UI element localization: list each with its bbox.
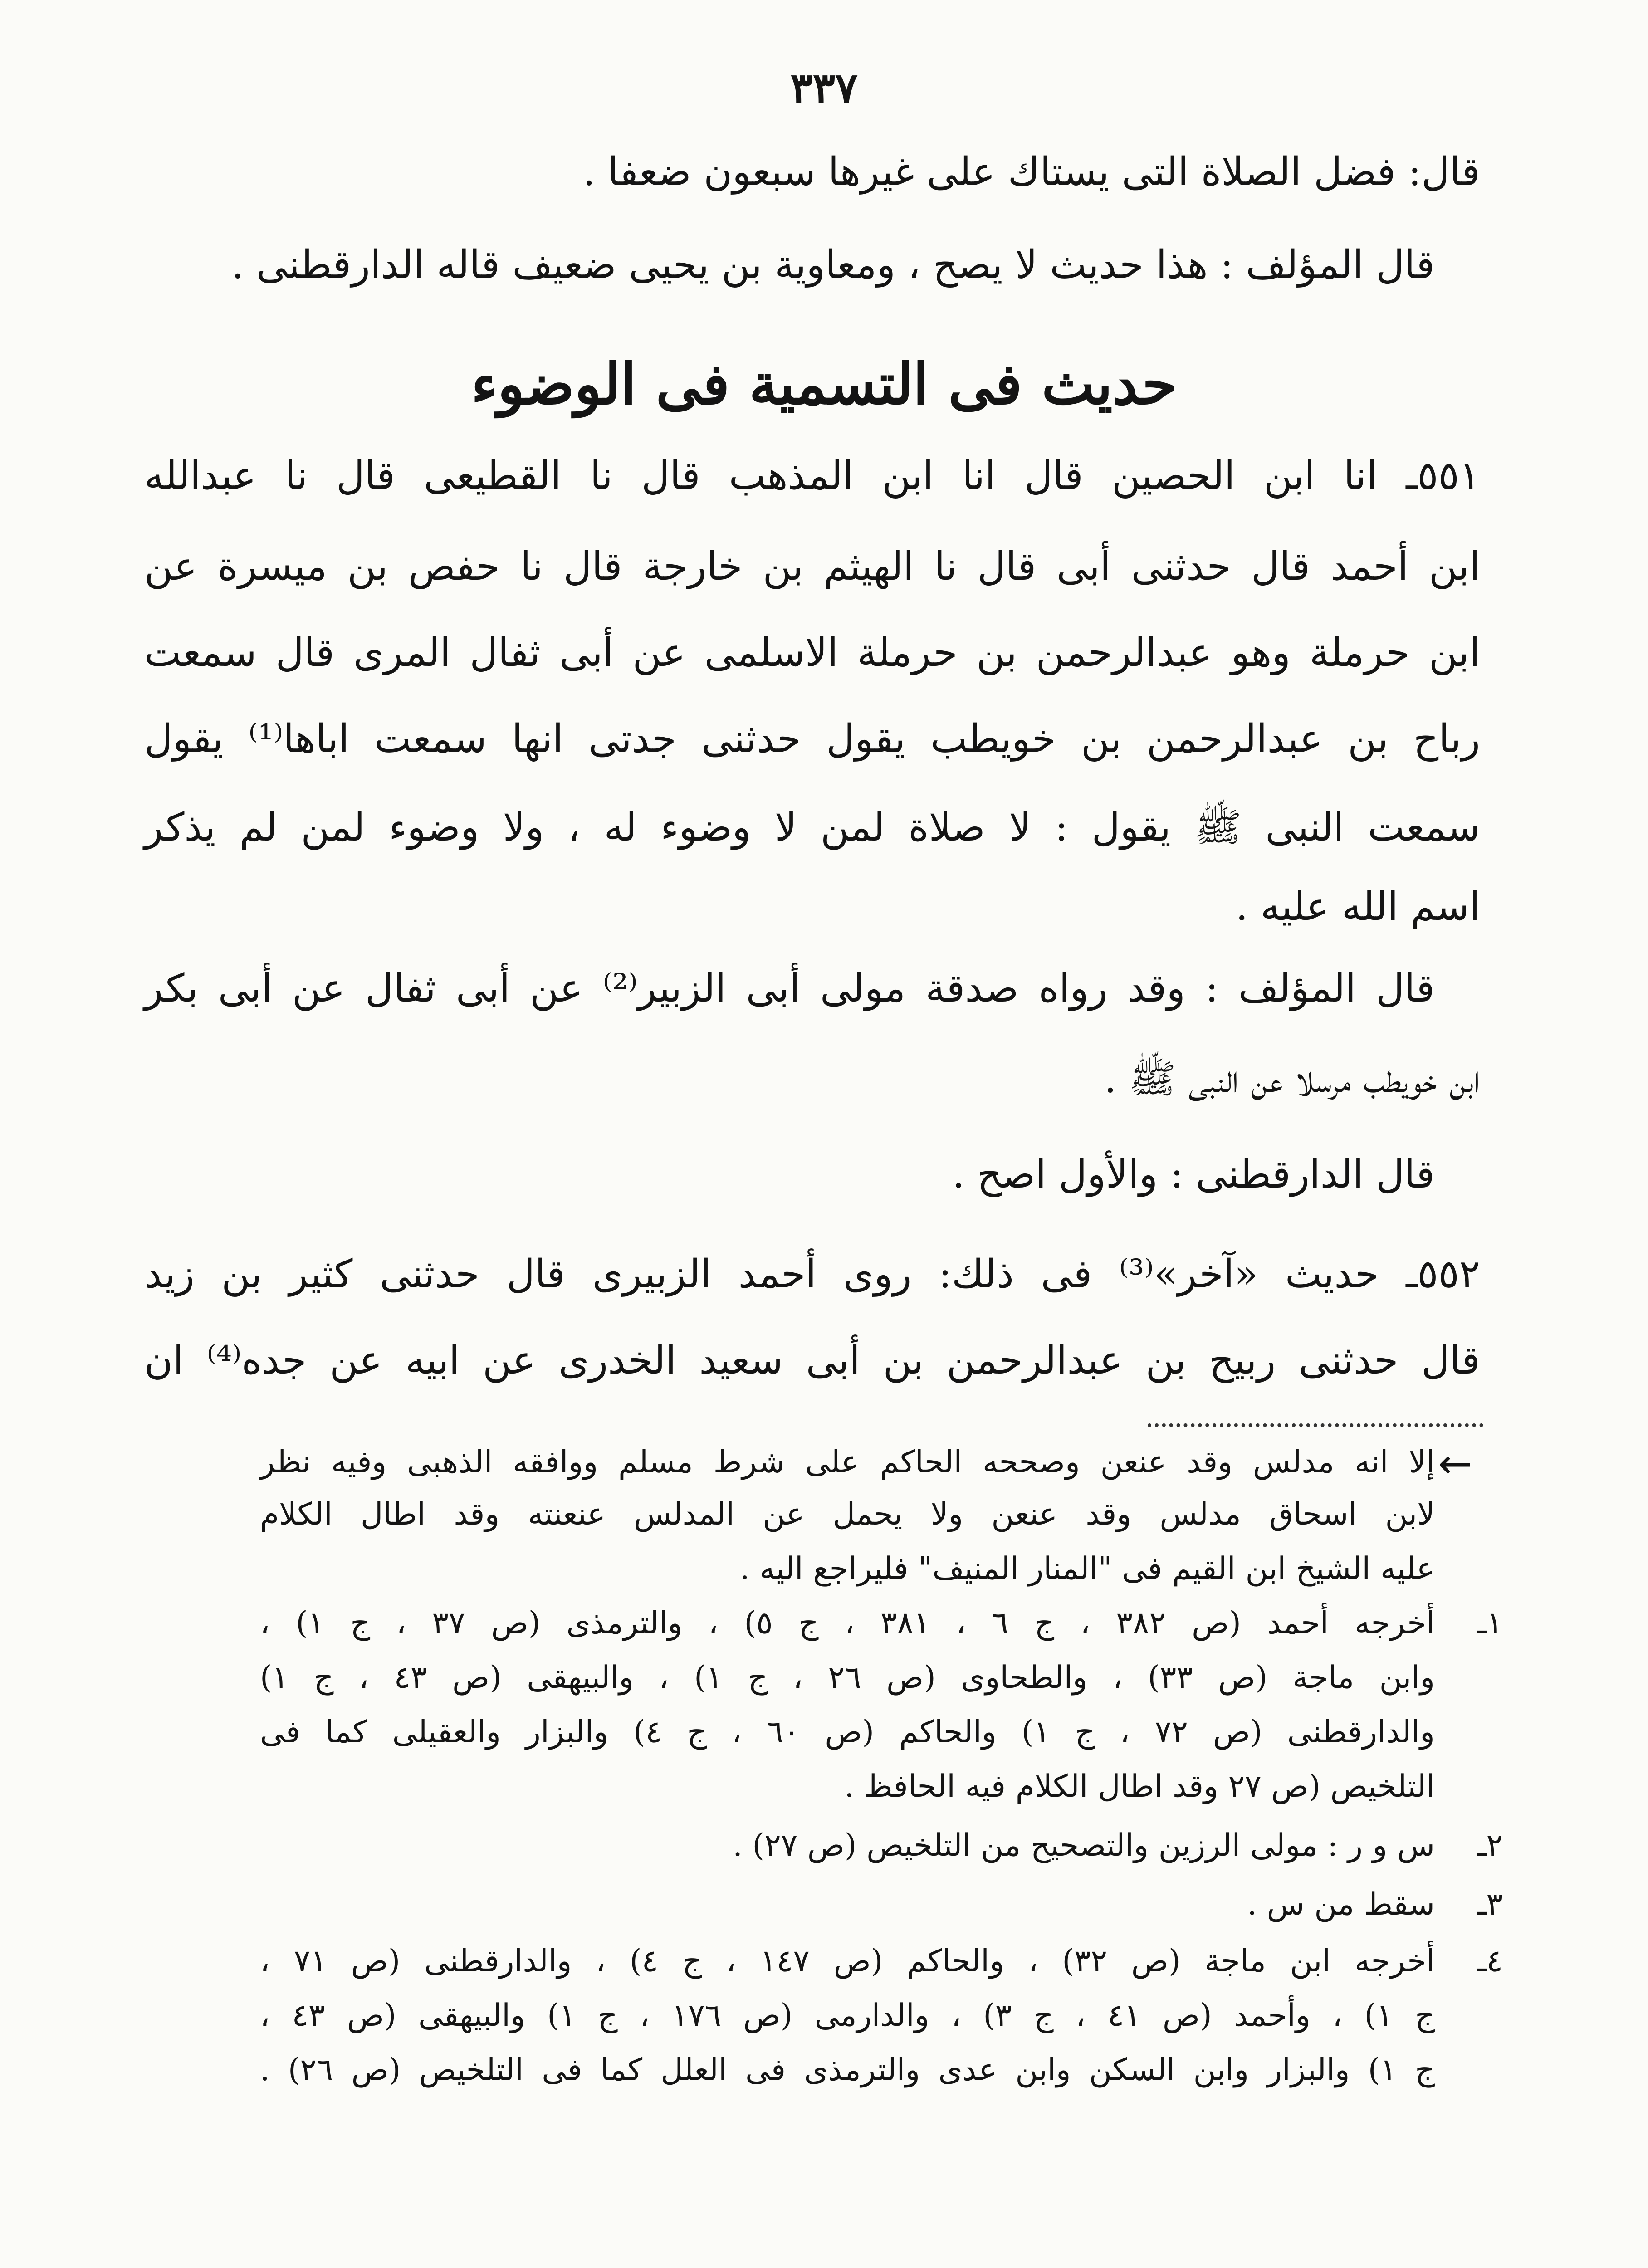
- footnote-line: التلخيص (ص ٢٧ وقد اطال الكلام فيه الحافظ .: [844, 1769, 1435, 1804]
- text-line: قال: فضل الصلاة التى يستاك على غيرها سبعون ضعفا .: [582, 149, 1480, 195]
- text-line: ابن حرملة وهو عبدالرحمن بن حرملة الاسلمى عن أبى ثفال المرى قال سمعت: [144, 630, 1480, 675]
- footnote-line: ج ١) ، وأحمد (ص ٤١ ، ج ٣) ، والدارمى (ص ١٧٦ ، ج ١) والبيهقى (ص ٤٣ ،: [260, 1998, 1435, 2033]
- footnote-number: ١ـ: [1477, 1605, 1503, 1641]
- text-line: قال الدارقطنى : والأول اصح .: [952, 1152, 1435, 1197]
- text-line: سمعت النبى ﷺ يقول : لا صلاة لمن لا وضوء له ، ولا وضوء لمن لم يذكر: [144, 805, 1480, 850]
- footnote-line: وابن ماجة (ص ٣٣) ، والطحاوى (ص ٢٦ ، ج ١) ، والبيهقى (ص ٤٣ ، ج ١): [260, 1660, 1435, 1696]
- text-line: قال المؤلف : وقد رواه صدقة مولى أبى الزبير⁽²⁾ عن أبى ثفال عن أبى بكر: [144, 966, 1435, 1011]
- text-line: قال المؤلف : هذا حديث لا يصح ، ومعاوية بن يحيى ضعيف قاله الدارقطنى .: [231, 242, 1435, 288]
- footnote-separator: [1148, 1423, 1483, 1427]
- footnote-line: ج ١) والبزار وابن السكن وابن عدى والترمذى فى العلل كما فى التلخيص (ص ٢٦) .: [260, 2052, 1435, 2088]
- text-line: رباح بن عبدالرحمن بن خويطب يقول حدثنى جدتى انها سمعت اباها⁽¹⁾ يقول: [144, 716, 1480, 762]
- section-heading: حديث فى التسمية فى الوضوء: [471, 352, 1177, 417]
- footnote-number: ٣ـ: [1477, 1887, 1503, 1922]
- footnote-line: أخرجه أحمد (ص ٣٨٢ ، ج ٦ ، ٣٨١ ، ج ٥) ، والترمذى (ص ٣٧ ، ج ١) ،: [260, 1605, 1435, 1641]
- footnote-number: ٢ـ: [1477, 1828, 1503, 1863]
- page-number: ٣٣٧: [790, 64, 858, 112]
- footnote-number: ٤ـ: [1477, 1943, 1503, 1979]
- footnote-line: والدارقطنى (ص ٧٢ ، ج ١) والحاكم (ص ٦٠ ، ج ٤) والبزار والعقيلى كما فى: [260, 1714, 1435, 1750]
- text-line: ابن أحمد قال حدثنى أبى قال نا الهيثم بن خارجة قال نا حفص بن ميسرة عن: [144, 544, 1480, 589]
- footnote-line: إلا انه مدلس وقد عنعن وصححه الحاكم على شرط مسلم ووافقه الذهبى وفيه نظر: [260, 1444, 1435, 1480]
- text-line: ٥٥١ـ انا ابن الحصين قال انا ابن المذهب قال نا القطيعى قال نا عبدالله: [144, 453, 1480, 499]
- text-line: ابن خويطب مرسلا عن النبى ﷺ .: [1104, 1056, 1480, 1102]
- footnote-line: س و ر : مولى الرزين والتصحيح من التلخيص (ص ٢٧) .: [733, 1828, 1435, 1863]
- continuation-arrow-icon: ←: [1438, 1440, 1472, 1488]
- text-line: اسم الله عليه .: [1235, 884, 1480, 929]
- footnote-line: لابن اسحاق مدلس وقد عنعن ولا يحمل عن المدلس عنعنته وقد اطال الكلام: [260, 1496, 1435, 1532]
- footnote-line: أخرجه ابن ماجة (ص ٣٢) ، والحاكم (ص ١٤٧ ، ج ٤) ، والدارقطنى (ص ٧١ ،: [260, 1943, 1435, 1979]
- footnote-line: سقط من س .: [1247, 1887, 1435, 1922]
- text-line: ٥٥٢ـ حديث «آخر»⁽³⁾ فى ذلك: روى أحمد الزبيرى قال حدثنى كثير بن زيد: [144, 1251, 1480, 1297]
- footnote-line: عليه الشيخ ابن القيم فى "المنار المنيف" فليراجع اليه .: [739, 1551, 1435, 1587]
- text-line: قال حدثنى ربيح بن عبدالرحمن بن أبى سعيد الخدرى عن ابيه عن جده⁽⁴⁾ ان: [144, 1338, 1480, 1383]
